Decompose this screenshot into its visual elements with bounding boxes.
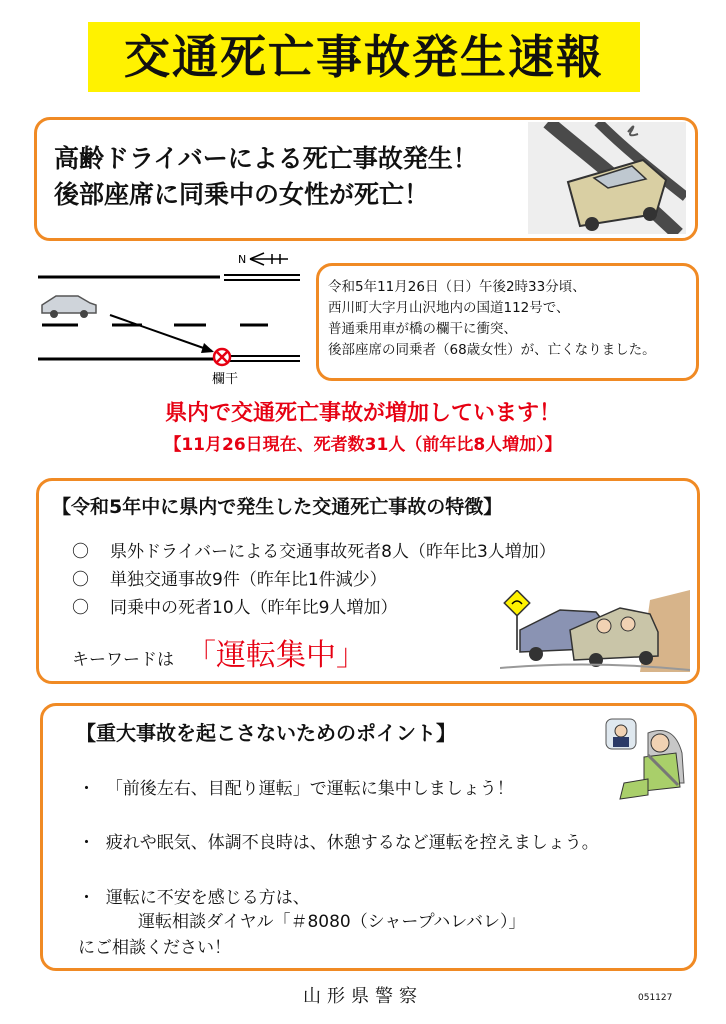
consult-line: にご相談ください！ [78,938,231,958]
bullet-dot: ・ [78,833,95,853]
feature-text: 単独交通事故9件（昨年比1件減少） [110,570,387,590]
crashed-car-illustration [528,122,686,234]
features-heading: 【令和5年中に県内で発生した交通死亡事故の特徴】 [52,496,503,518]
circle-marker: 〇 [72,598,89,618]
feature-text: 同乗中の死者10人（昨年比9人増加） [110,598,398,618]
document-code: 051127 [638,993,673,1003]
point-item [78,886,310,910]
detail-line: 令和5年11月26日（日）午後2時33分頃、 [328,279,586,295]
keyword-label: キーワードは [72,650,174,670]
point-item [78,777,514,801]
points-heading: 【重大事故を起こさないためのポイント】 [76,721,456,745]
alert-main: 県内で交通死亡事故が増加しています！ [164,401,561,426]
railing-label: 欄干 [212,372,239,387]
feature-item [72,568,387,592]
drivers-illustration [500,590,690,672]
footer-org: 山形県警察 [303,986,423,1007]
feature-text: 県外ドライバーによる交通事故死者8人（昨年比3人増加） [110,542,556,562]
point-text: 運転に不安を感じる方は、 [105,888,310,908]
bullet-dot: ・ [78,888,95,908]
feature-item [72,540,556,564]
point-text: 「前後左右、目配り運転」で運転に集中しましょう！ [105,779,514,799]
seatbelt-driver-illustration [604,713,688,805]
headline-line1: 高齢ドライバーによる死亡事故発生！ [54,144,478,173]
circle-marker: 〇 [72,570,89,590]
bullet-dot: ・ [78,779,95,799]
point-text: 疲れや眠気、体調不良時は、休憩するなど運転を控えましょう。 [105,833,599,853]
page-title: 交通死亡事故発生速報 [124,30,604,84]
incident-details [328,277,656,361]
detail-line: 後部座席の同乗者（68歳女性）が、亡くなりました。 [328,342,656,358]
alert-sub: 【11月26日現在、死者数31人（前年比8人増加）】 [164,435,562,455]
accident-road-diagram [34,247,310,387]
detail-line: 普通乗用車が橋の欄干に衝突、 [328,321,517,337]
circle-marker: 〇 [72,542,89,562]
point-item [78,831,599,855]
north-label: N [238,253,247,266]
feature-item [72,596,397,620]
keyword: 「運転集中」 [186,638,366,673]
detail-line: 西川町大字月山沢地内の国道112号で、 [328,300,570,316]
headline-line2: 後部座席に同乗中の女性が死亡！ [54,180,430,209]
hotline-line: 運転相談ダイヤル「＃8080（シャープハレバレ）」 [138,912,526,932]
